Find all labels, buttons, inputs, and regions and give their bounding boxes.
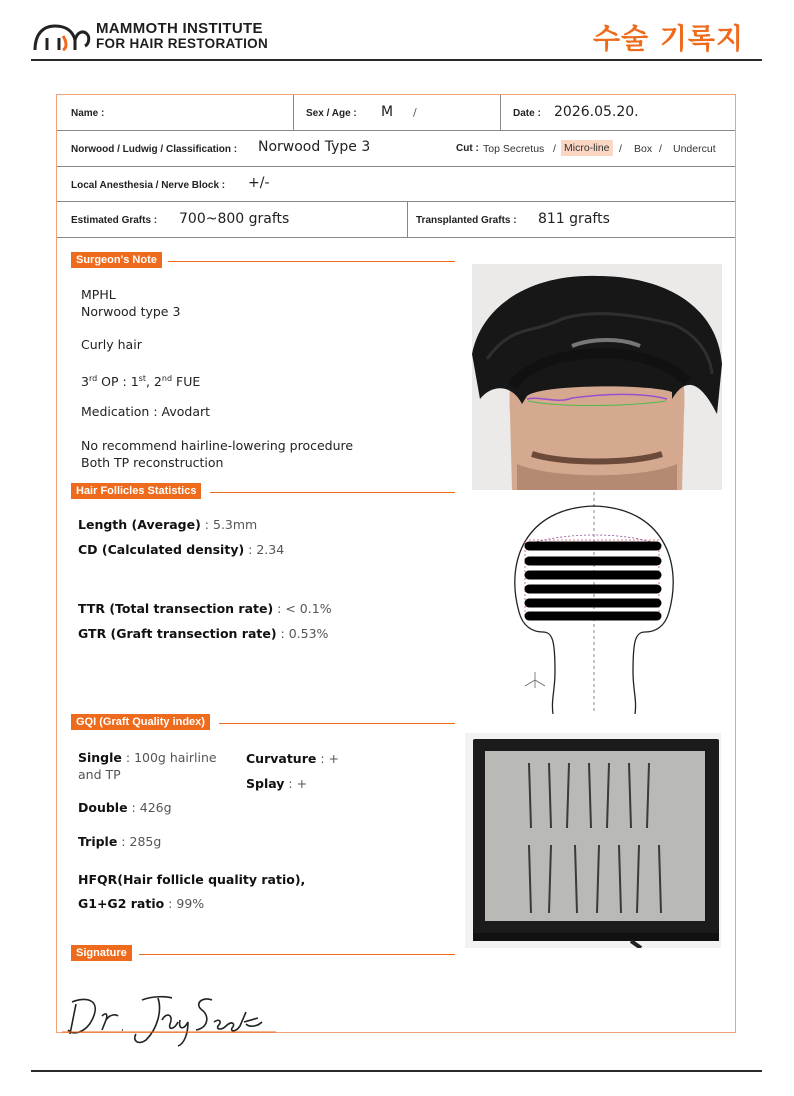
single-stat: Single : 100g hairline	[78, 750, 217, 765]
row-divider	[57, 166, 735, 167]
hfqr-stat: HFQR(Hair follicle quality ratio),	[78, 872, 306, 887]
row-divider	[57, 130, 735, 131]
statistics-heading: Hair Follicles Statistics	[71, 483, 201, 499]
ttr-stat: TTR (Total transection rate) : < 0.1%	[78, 601, 332, 616]
note-line-1: MPHL	[81, 287, 116, 302]
gqi-heading: GQI (Graft Quality index)	[71, 714, 210, 730]
triple-stat: Triple : 285g	[78, 834, 162, 849]
note-line-3: Curly hair	[81, 337, 142, 352]
estimated-grafts-label: Estimated Grafts :	[71, 215, 158, 226]
logo-line1: MAMMOTH INSTITUTE	[96, 20, 263, 37]
row-divider	[57, 237, 735, 238]
note-operation-line: 3rd OP : 1st, 2nd FUE	[81, 374, 201, 390]
double-stat: Double : 426g	[78, 800, 172, 815]
cut-option-box[interactable]: Box	[634, 143, 653, 155]
head-donor-diagram	[505, 492, 685, 714]
handwritten-signature	[62, 990, 276, 1048]
hairline-front-photo	[472, 264, 722, 490]
cut-option-undercut[interactable]: Undercut	[673, 143, 716, 155]
document-title: 수술 기록지	[593, 22, 744, 55]
col-divider	[293, 95, 294, 130]
col-divider	[500, 95, 501, 130]
section-rule	[210, 492, 455, 493]
cut-separator: /	[619, 143, 622, 155]
row-divider	[57, 201, 735, 202]
date-label: Date :	[513, 108, 541, 119]
classification-label: Norwood / Ludwig / Classification :	[71, 144, 238, 155]
mammoth-logo-icon	[33, 22, 93, 52]
g1g2-stat: G1+G2 ratio : 99%	[78, 896, 205, 911]
gtr-stat: GTR (Graft transection rate) : 0.53%	[78, 626, 329, 641]
age-separator: /	[413, 106, 417, 119]
estimated-grafts-field[interactable]: 700~800 grafts	[179, 211, 290, 227]
classification-field[interactable]: Norwood Type 3	[258, 139, 371, 155]
note-line-7: Both TP reconstruction	[81, 455, 224, 470]
section-rule	[168, 261, 455, 262]
footer-rule	[31, 1070, 762, 1072]
date-field[interactable]: 2026.05.20.	[554, 104, 639, 120]
note-line-5: Medication : Avodart	[81, 404, 211, 419]
cut-option-top-secretus[interactable]: Top Secretus	[483, 143, 545, 155]
density-stat: CD (Calculated density) : 2.34	[78, 542, 285, 557]
anesthesia-field[interactable]: +/-	[248, 175, 270, 191]
cut-label: Cut :	[456, 143, 479, 154]
col-divider	[407, 201, 408, 237]
cut-option-micro-line[interactable]: Micro-line	[561, 140, 613, 156]
sex-age-label: Sex / Age :	[306, 108, 357, 119]
note-line-6: No recommend hairline-lowering procedure	[81, 438, 354, 453]
transplanted-grafts-label: Transplanted Grafts :	[416, 215, 517, 226]
header-rule	[31, 59, 762, 61]
name-label: Name :	[71, 108, 105, 119]
signature-heading: Signature	[71, 945, 132, 961]
section-rule	[139, 954, 455, 955]
transplanted-grafts-field[interactable]: 811 grafts	[538, 211, 610, 227]
surgeon-note-heading: Surgeon's Note	[71, 252, 162, 268]
cut-separator: /	[659, 143, 662, 155]
section-rule	[219, 723, 455, 724]
splay-stat: Splay : +	[246, 776, 308, 791]
length-stat: Length (Average) : 5.3mm	[78, 517, 258, 532]
logo-line2: FOR HAIR RESTORATION	[96, 36, 269, 51]
single-stat-cont: and TP	[78, 767, 121, 782]
anesthesia-label: Local Anesthesia / Nerve Block :	[71, 180, 226, 191]
sex-field[interactable]: M	[381, 104, 394, 120]
curvature-stat: Curvature : +	[246, 751, 339, 766]
graft-monitor-photo	[465, 733, 721, 948]
note-line-2: Norwood type 3	[81, 304, 181, 319]
cut-separator: /	[553, 143, 556, 155]
